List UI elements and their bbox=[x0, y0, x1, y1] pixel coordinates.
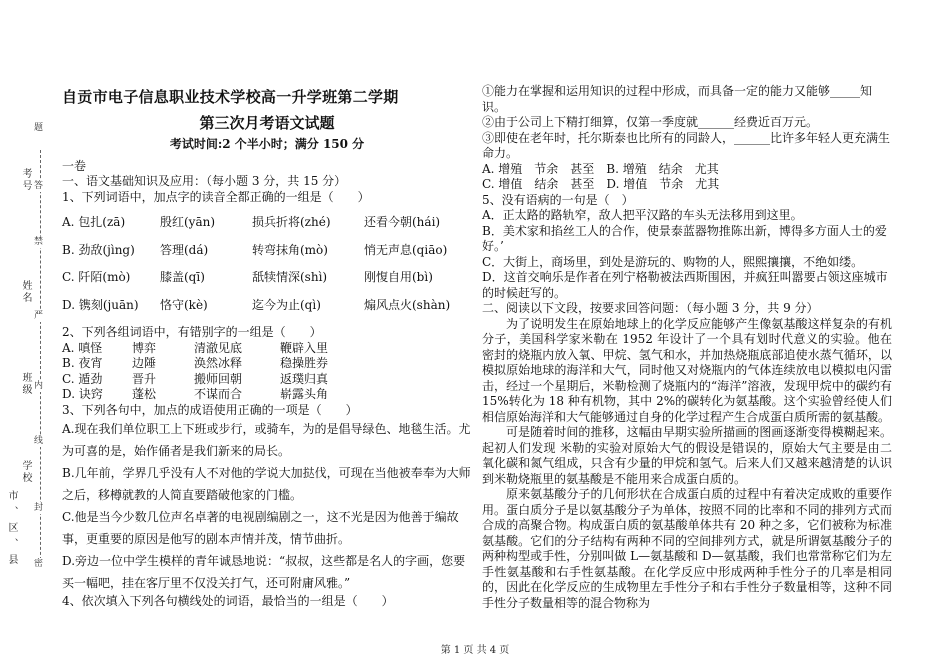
seal-char: 线 bbox=[34, 436, 44, 446]
question-4: 4、依次填入下列各句横线处的词语，最恰当的一组是（ ） bbox=[62, 594, 394, 608]
q3-option-c: C.他是当今少数几位声名卓著的电视剧编剧之一，这不光是因为他善于编故事，更重要的原因是他写的剧本声情并茂，情节曲折。 bbox=[62, 510, 459, 546]
q4-options-row-1: A. 增殖 节余 甚至 B. 增殖 结余 尤其 bbox=[482, 161, 719, 176]
q1-option-d bbox=[62, 298, 472, 314]
option-part: 搬师回朝 bbox=[194, 371, 243, 386]
option-part: 悄无声息(qiāo) bbox=[364, 242, 448, 257]
option-part: 迄今为止(qì) bbox=[252, 297, 321, 312]
q4-options-row-2: C. 增值 结余 甚至 D. 增值 节余 尤其 bbox=[482, 177, 720, 191]
seal-char: 题 bbox=[34, 123, 44, 133]
option-part: 返璞归真 bbox=[280, 371, 329, 386]
seal-char: 密 bbox=[34, 559, 44, 569]
option-part: 博弈 bbox=[132, 340, 157, 355]
q4-sentence-2: ②由于公司上下精打细算，仅第一季度就______经费近百万元。 bbox=[482, 115, 819, 129]
sidebar-label-exam-number: 考号 bbox=[20, 168, 31, 192]
option-part: 晋升 bbox=[132, 371, 157, 386]
option-part: A. 嗔怪 bbox=[62, 340, 103, 355]
q5-option-a: A．正太路的路轨窄，敌人把平汉路的车头无法移用到这里。 bbox=[482, 208, 803, 222]
option-part: C. 阡陌(mò) bbox=[62, 270, 131, 284]
option-part: A. 包扎(zā) bbox=[62, 215, 126, 229]
section-heading: 二、阅读以下文段，按要求回答问题：（每小题 3 分，共 9 分） bbox=[482, 301, 819, 315]
seal-char: 答 bbox=[34, 181, 44, 191]
binding-margin bbox=[0, 123, 48, 570]
option-part: D. 诀窍 bbox=[62, 387, 103, 401]
question-5: 5、没有语病的一句是（ ） bbox=[482, 192, 634, 207]
volume-label: 一卷 bbox=[62, 158, 87, 173]
option-part: 舐犊情深(shì) bbox=[252, 270, 328, 284]
option-part: 涣然冰释 bbox=[194, 356, 243, 370]
option-part: 刚愎自用(bì) bbox=[364, 270, 433, 284]
seal-char: 内 bbox=[34, 381, 44, 391]
q4-sentence-1: ①能力在掌握和运用知识的过程中形成，而具备一定的能力又能够_____知识。 bbox=[482, 84, 873, 114]
reading-paragraph-2: 可是随着时间的推移，这幅由早期实验所描画的图画逐渐变得模糊起来。起初人们发现 米勒的实验对原始大气的假设是错误的，原始大气主要是由二氧化碳和氮气组成，只含有少量的甲烷和氢气。后来人们又越来越清楚的认识到米勒烧瓶里的氨基酸是不能用来合成蛋白质的。 bbox=[482, 425, 892, 486]
option-part: 膝盖(qī) bbox=[160, 270, 205, 284]
option-part: C. 遁劲 bbox=[62, 371, 103, 386]
sidebar-label-class: 班级 bbox=[20, 372, 31, 396]
q5-option-d: D．这首交响乐是作者在列宁格勒被法西斯围困，并疯狂叫嚣要占领这座城市的时候赶写的。 bbox=[482, 270, 888, 300]
exam-info: 考试时间:2 个半小时；满分 150 分 bbox=[169, 137, 365, 151]
option-part: 殷红(yān) bbox=[160, 215, 216, 229]
question-3: 3、下列各句中，加点的成语使用正确的一项是（ ） bbox=[62, 402, 358, 417]
option-part: 还看今朝(hái) bbox=[364, 215, 441, 229]
page-subtitle: 第三次月考语文试题 bbox=[199, 113, 335, 132]
q5-option-c: C．大街上，商场里，到处是游玩的、购物的人，熙熙攘攘，不绝如缕。 bbox=[482, 254, 864, 269]
reading-paragraph-3: 原来氨基酸分子的几何形状在合成蛋白质的过程中有着决定成败的重要作用。蛋白质分子是以氨基酸分子为单体，按照不同的比率和不同的排列方式而合成的高聚合物。构成蛋白质的氨基酸单体共有 20 种之多，它们被称为标准氨基酸。它们的分子结构有两种不同的空间排列方式，就是所谓氨基酸分子的两种构型或手性，分别叫做 L—氨基酸和 D—氨基酸，我们也常常称它们为左手性氨基酸和右手性氨基酸。在化学反应中形成两种手性分子的几率是相同的，因此在化学反应的生成物里左手性分子和右手性分子数量相等，这种不同手性分子数量相等的混合物称为 bbox=[482, 487, 892, 610]
option-part: 崭露头角 bbox=[280, 387, 329, 401]
option-part: 鞭辟入里 bbox=[280, 340, 329, 355]
question-1: 1、下列词语中，加点字的读音全都正确的一组是（ ） bbox=[62, 189, 370, 204]
option-part: 不谋而合 bbox=[194, 387, 243, 401]
option-part: 稳操胜券 bbox=[280, 356, 329, 370]
left-column bbox=[62, 86, 472, 610]
q4-sentence-3: ③即使在老年时，托尔斯泰也比所有的同龄人，______比许多年轻人更充满生命力。 bbox=[482, 130, 891, 160]
option-part: B. 劲敌(jìng) bbox=[62, 242, 135, 257]
option-part: D. 镌刻(juān) bbox=[62, 297, 139, 312]
option-part: 损兵折将(zhé) bbox=[252, 215, 331, 229]
section-heading: 一、语文基础知识及应用：（每小题 3 分，共 15 分） bbox=[62, 174, 347, 188]
page-footer: 第 1 页 共 4 页 bbox=[440, 645, 510, 656]
sidebar-label-district: 市、区、县 bbox=[6, 490, 17, 570]
seal-char: 封 bbox=[34, 503, 44, 513]
option-part: 恪守(kè) bbox=[160, 297, 208, 312]
seal-char: 严 bbox=[34, 311, 44, 321]
q3-option-a: A.现在我们单位职工上下班或步行，或骑车，为的是倡导绿色、地毯生活。尤为可喜的是，始作俑者是我们新来的局长。 bbox=[62, 422, 471, 458]
seal-char: 禁 bbox=[34, 237, 44, 247]
page-title: 自贡市电子信息职业技术学校高一升学班第二学期 bbox=[62, 88, 399, 106]
option-part: 答理(dá) bbox=[160, 242, 209, 257]
reading-paragraph-1: 为了说明发生在原始地球上的化学反应能够产生像氨基酸这样复杂的有机分子，美国科学家米勒在 1952 年设计了一个具有划时代意义的实验。他在密封的烧瓶内放入氧、甲烷、氢气和水，并加热烧瓶底部追使水蒸气循环，以模拟原始地球的海洋和大气，同时他又对烧瓶内的气体连续放电以模拟电闪雷击，经过一个星期后，米勒检测了烧瓶内的“海洋”溶液，发现甲烷中的碳约有 15%转化为 18 种有机物，其中 2%的碳转化为氨基酸。这个实验曾经使人们相信原始海洋和大气能够通过自身的化学过程产生合成蛋白质所需的氨基酸。 bbox=[482, 316, 892, 424]
q3-option-b: B.几年前，学界几乎没有人不对他的学说大加挞伐，可现在当他被奉奉为大师之后，移樽就教的人简直要踏破他家的门槛。 bbox=[62, 466, 471, 502]
right-column bbox=[482, 84, 892, 611]
option-part: 清澈见底 bbox=[194, 340, 243, 355]
option-part: B. 夜宵 bbox=[62, 356, 103, 370]
q2-options bbox=[62, 341, 472, 403]
sidebar-label-name: 姓名 bbox=[20, 280, 31, 304]
option-part: 煽风点火(shàn) bbox=[364, 297, 451, 312]
option-part: 边陲 bbox=[132, 356, 157, 370]
q3-option-d: D.旁边一位中学生模样的青年诚恳地说：“叔叔，这些都是名人的字画，您要买一幅吧，挂在客厅里不仅没关打气，还可附庸风雅。” bbox=[62, 554, 466, 590]
option-part: 蓬松 bbox=[132, 387, 157, 401]
q1-option-c bbox=[62, 270, 472, 286]
option-part: 转弯抹角(mò) bbox=[252, 242, 328, 257]
q5-option-b: B．美术家和掐丝工人的合作，使景泰蓝器物推陈出新，博得多方面人士的爱好。’ bbox=[482, 223, 887, 253]
q1-option-a bbox=[62, 215, 472, 231]
sidebar-label-school: 学校 bbox=[20, 460, 31, 484]
q1-option-b bbox=[62, 243, 472, 259]
question-2: 2、下列各组词语中，有错别字的一组是（ ） bbox=[62, 325, 322, 339]
